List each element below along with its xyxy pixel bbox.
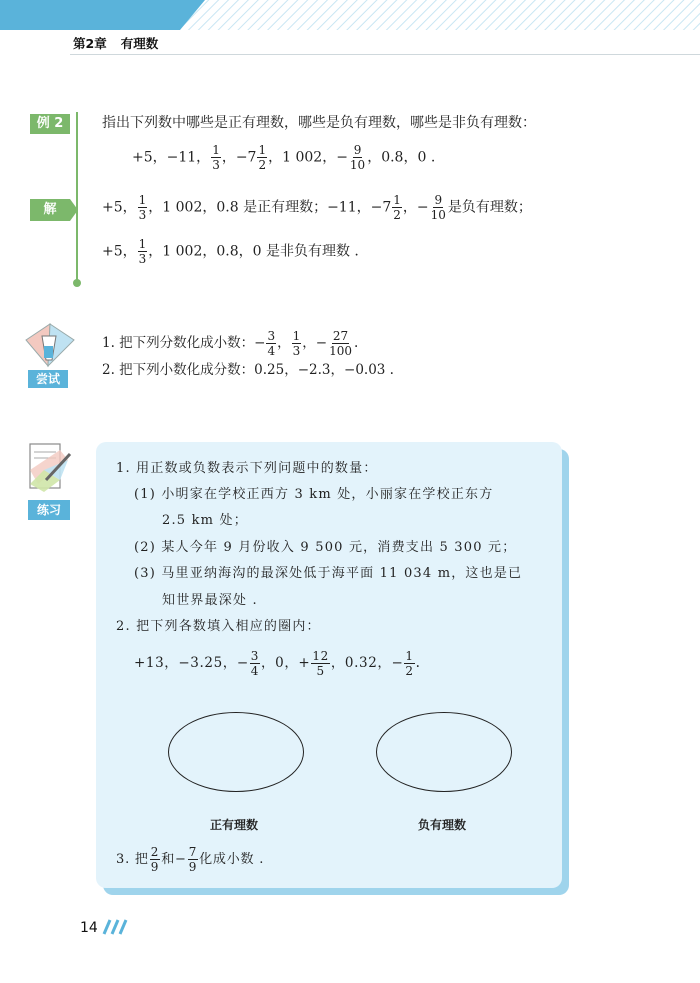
denominator: 4 [250,664,260,678]
text: ，1 002，− [268,149,348,166]
numerator: 1 [393,193,401,207]
fraction [188,846,198,873]
numerator: 1 [292,329,301,343]
text: +5， [102,199,137,216]
fraction [138,194,148,221]
denominator: 3 [138,252,147,266]
denominator: 100 [329,344,352,358]
denominator: 2 [393,208,401,222]
numerator: 7 [188,845,198,859]
practice-q1-item2: (2) 某人今年 9 月份收入 9 500 元，消费支出 5 300 元； [134,540,517,555]
example-number-list [132,144,435,171]
solution-badge: 解 [43,202,57,217]
negative-rational-label: 负有理数 [418,818,467,832]
fraction [257,144,267,171]
text: +13，−3.25，− [134,654,249,671]
denominator: 10 [349,158,366,172]
text: ， [277,334,291,351]
fraction [266,330,276,357]
fraction [349,144,366,171]
example-question: 指出下列数中哪些是正有理数，哪些是负有理数，哪些是非负有理数： [102,115,536,131]
numerator: 9 [353,143,362,157]
page-number [80,920,98,936]
practice-q1-item1-line2: 2.5 km 处； [162,513,248,528]
text: ，−7 [221,149,257,166]
text: . [353,334,359,351]
denominator: 9 [150,860,160,874]
text: +5，−11， [132,149,211,166]
text: 化成小数 . [199,852,265,867]
example-timeline-bar [76,112,78,282]
fraction [138,238,148,265]
denominator: 3 [292,344,301,358]
denominator: 4 [267,344,276,358]
fraction [404,650,414,677]
practice-q1-item3-line1: (3) 马里亚纳海沟的最深处低于海平面 11 034 m，这也是已 [134,566,523,581]
text: 是负有理数； [447,199,532,216]
fraction [311,650,329,677]
numerator: 1 [138,237,147,251]
try-badge: 尝试 [28,370,68,388]
numerator: 1 [258,143,267,157]
numerator: 1 [405,649,414,663]
example-timeline-dot [73,279,81,287]
text: +5， [102,243,137,260]
text: ，1 002，0.8，0 是非负有理数 . [148,243,359,260]
fraction [211,144,221,171]
notebook-pencil-icon [24,440,76,496]
denominator: 2 [405,664,414,678]
fraction [392,194,402,221]
text: ，0.8，0 . [367,149,436,166]
numerator: 9 [434,193,443,207]
solution-line-1 [102,194,532,221]
denominator: 3 [138,208,147,222]
paper-plane-icon [22,322,78,370]
denominator: 3 [212,158,220,172]
solution-line-2 [102,238,359,265]
fraction [430,194,447,221]
practice-q2-title: 2. 把下列各数填入相应的圈内： [116,619,321,634]
text: ，1 002，0.8 是正有理数；−11，−7 [148,199,392,216]
text: . [415,654,421,671]
fraction [250,650,260,677]
denominator: 2 [258,158,267,172]
numerator: 2 [150,845,160,859]
text: ，0.32，− [330,654,404,671]
try-question-2: 2. 把下列小数化成分数：0.25，−2.3，−0.03 . [102,362,394,378]
header-rule [70,54,700,55]
numerator: 3 [250,649,260,663]
text: ，− [302,334,328,351]
fraction [328,330,353,357]
practice-q2-number-list [134,650,421,677]
text: 和− [161,852,187,867]
text: ，− [402,199,429,216]
practice-badge: 练习 [28,500,70,520]
practice-q1-title: 1. 用正数或负数表示下列问题中的数量： [116,461,378,476]
try-question-1 [102,330,358,357]
numerator: 1 [212,143,220,157]
denominator: 9 [188,860,198,874]
negative-rational-oval[interactable] [376,712,512,792]
practice-q3 [116,846,264,873]
page-number-slashes [100,918,130,936]
header-band [0,0,700,34]
positive-rational-oval[interactable] [168,712,304,792]
chapter-number: 第2章 [73,36,107,51]
numerator: 3 [267,329,276,343]
numerator: 1 [138,193,147,207]
text: ，0，+ [261,654,311,671]
fraction [150,846,160,873]
text: 1. 把下列分数化成小数：− [102,334,266,351]
denominator: 10 [430,208,446,222]
fraction [292,330,302,357]
practice-q1-item3-line2: 知世界最深处 . [162,593,258,608]
numerator: 27 [332,329,349,343]
page-number-value: 14 [80,920,98,936]
practice-q1-item1-line1: (1) 小明家在学校正西方 3 km 处，小丽家在学校正东方 [134,487,494,502]
denominator: 5 [316,664,325,678]
text: 3. 把 [116,852,149,867]
positive-rational-label: 正有理数 [210,818,259,832]
example-badge: 例 2 [30,114,70,134]
chapter-heading [73,34,158,52]
chapter-title: 有理数 [120,36,159,51]
numerator: 12 [312,649,329,663]
